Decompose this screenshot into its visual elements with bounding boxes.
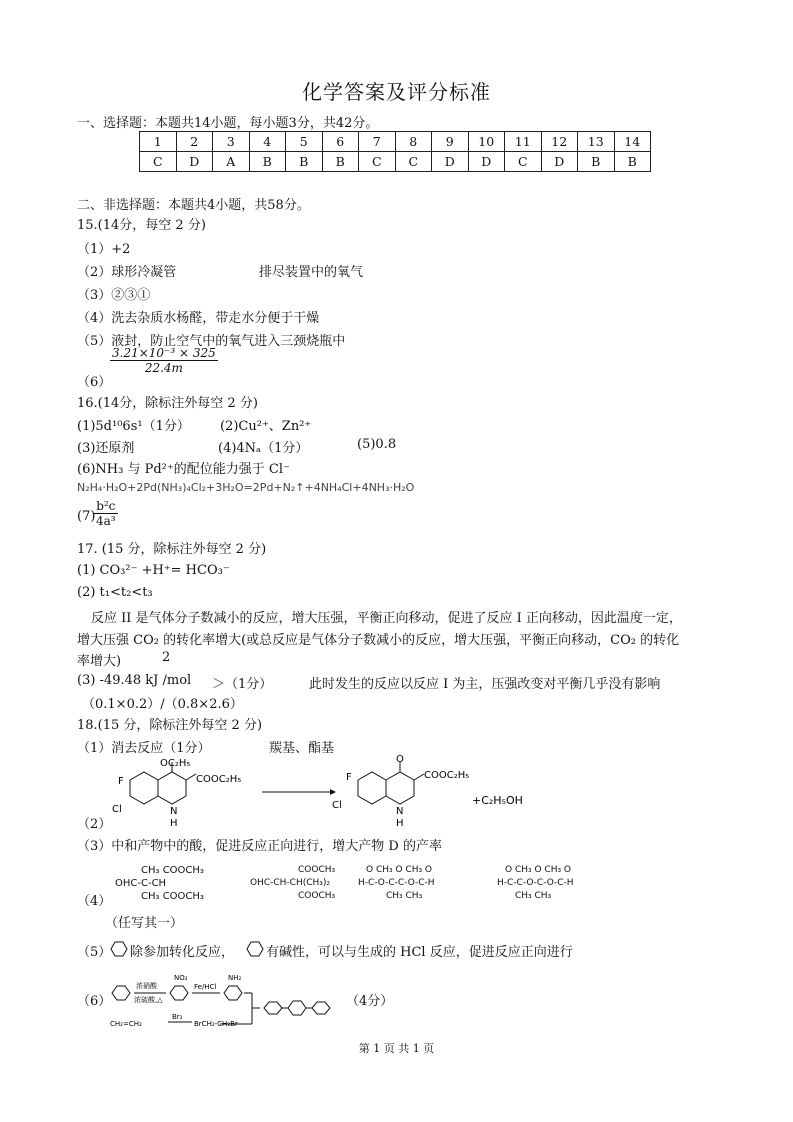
- structure-line: COOCH₃: [298, 891, 336, 901]
- q17-answer-3d: （0.1×0.2）/（0.8×2.6）: [82, 697, 243, 712]
- table-cell: 6: [322, 132, 359, 152]
- fraction-numerator: b²c: [94, 499, 118, 514]
- q16-answer-4: (4)4Nₐ（1分）: [218, 441, 309, 456]
- q17-answer-2: (2) t₁<t₂<t₃: [77, 585, 153, 600]
- q18-synthesis-route: [108, 966, 348, 1032]
- table-cell: 11: [505, 132, 542, 152]
- q18-answer-2-label: （2）: [77, 817, 112, 832]
- structure-line: H-C-C-O-C-O-C-H: [497, 878, 574, 888]
- table-cell: 10: [468, 132, 505, 152]
- reagent-label: 浓硝酸: [136, 982, 157, 990]
- q16-header: 16.(14分，除标注外每空 2 分): [77, 396, 258, 411]
- q16-answer-2: (2)Cu²⁺、Zn²⁺: [220, 419, 312, 434]
- page-footer: 第 1 页 共 1 页: [358, 1042, 435, 1055]
- q17-explanation-line-3: 率增大): [77, 654, 122, 669]
- fraction-numerator: 3.21×10⁻³ × 325: [112, 346, 216, 360]
- table-cell: 7: [359, 132, 396, 152]
- piperazine-ring-icon: [107, 939, 131, 959]
- q17-answer-2-value: 2: [162, 650, 171, 665]
- reagent-label: 浓硫酸,△: [134, 996, 163, 1004]
- q15-answer-6-label: （6）: [77, 375, 112, 390]
- ethene-label: CH₂=CH₂: [110, 1020, 142, 1028]
- answer-table: [139, 131, 651, 172]
- q18-answer-4-note: （任写其一）: [105, 916, 184, 931]
- structure-line: OHC-C-CH: [115, 878, 167, 889]
- reagent-label: Br₂: [172, 1013, 183, 1021]
- product-o-label: O: [396, 754, 404, 765]
- benzene-ring: [112, 986, 130, 1000]
- reactant-cl-label: Cl: [112, 804, 122, 815]
- reagent-label: Fe/HCl: [194, 983, 217, 991]
- q18-answer-4-label: （4）: [77, 894, 112, 909]
- product-structure: [358, 762, 424, 804]
- structure-line: CH₃ COOCH₃: [141, 891, 204, 902]
- reactant-oet-label: OC₂H₅: [160, 758, 191, 769]
- part1-heading: 一、选择题：本题共14小题，每小题3分，共42分。: [77, 116, 379, 131]
- reactant-h-label: H: [170, 818, 178, 829]
- reactant-n-label: N: [170, 806, 178, 817]
- q16-answer-5: (5)0.8: [357, 437, 397, 452]
- q16-answer-6: (6)NH₃ 与 Pd²⁺的配位能力强于 Cl⁻: [77, 462, 290, 477]
- table-cell: B: [614, 152, 651, 172]
- table-cell: D: [468, 152, 505, 172]
- q18-answer-6-label: （6）: [77, 994, 112, 1009]
- nitro-label: NO₂: [174, 974, 188, 982]
- q15-answer-2b: 排尽装置中的氧气: [259, 265, 364, 280]
- structure-line: CH₃ CH₃: [386, 891, 423, 901]
- q16-equation: N₂H₄·H₂O+2Pd(NH₃)₄Cl₂+3H₂O=2Pd+N₂↑+4NH₄Cl+4NH₃·H₂O: [77, 481, 415, 494]
- table-cell: 5: [286, 132, 323, 152]
- table-cell: A: [213, 152, 250, 172]
- q18-header: 18.(15 分，除标注外每空 2 分): [77, 718, 263, 733]
- table-cell: 13: [578, 132, 615, 152]
- reaction-arrowhead: [330, 789, 336, 795]
- table-cell: 4: [249, 132, 286, 152]
- table-cell: B: [249, 152, 286, 172]
- table-cell: B: [578, 152, 615, 172]
- table-cell: C: [140, 152, 177, 172]
- q18-reaction-scheme: [100, 752, 570, 830]
- piperazine-ring-icon: [243, 939, 267, 959]
- q18-answer-1: （1）消去反应（1分）: [77, 741, 211, 756]
- q18-structure-4: [497, 864, 574, 903]
- q15-answer-1: （1）+2: [77, 242, 131, 257]
- q17-explanation-line-1: 反应 II 是气体分子数减小的反应，增大压强，平衡正向移动，促进了反应 I 正向移动，因此温度一定，: [91, 611, 682, 626]
- reactant-f-label: F: [118, 776, 124, 787]
- fraction-denominator: 22.4m: [144, 361, 183, 375]
- q17-answer-3b: ＞（1分）: [212, 677, 273, 692]
- structure-line: CH₃ CH₃: [515, 891, 552, 901]
- q15-answer-4: （4）洗去杂质水杨醛，带走水分便于干燥: [77, 311, 320, 326]
- aniline-ring: [224, 986, 242, 1000]
- q18-answer-5-mid: 除参加转化反应，: [130, 945, 235, 960]
- table-cell: 14: [614, 132, 651, 152]
- table-cell: D: [176, 152, 213, 172]
- amine-label: NH₂: [228, 974, 242, 982]
- table-cell: 1: [140, 132, 177, 152]
- answer-table-answer-row: [140, 152, 651, 172]
- structure-line: OHC-CH-CH(CH₃)₂: [250, 878, 331, 888]
- q15-answer-5: （5）液封，防止空气中的氧气进入三颈烧瓶中: [77, 334, 346, 349]
- phenyl-ring: [264, 1002, 282, 1014]
- byproduct-label: +C₂H₅OH: [472, 794, 523, 807]
- q16-answer-7-fraction: [94, 499, 118, 528]
- q18-structure-2: [250, 864, 335, 903]
- q16-answer-7-label: (7): [77, 509, 96, 524]
- table-cell: C: [359, 152, 396, 172]
- structure-line: H-C-O-C-C-O-C-H: [358, 878, 435, 888]
- q15-answer-3: （3）②③①: [77, 288, 151, 303]
- structure-line: CH₃ COOCH₃: [141, 865, 204, 876]
- table-cell: B: [286, 152, 323, 172]
- q17-answer-1: (1) CO₃²⁻ +H⁺= HCO₃⁻: [77, 563, 230, 578]
- q17-header: 17. (15 分，除标注外每空 2 分): [77, 542, 267, 557]
- q18-structure-1: [115, 864, 204, 903]
- product-n-label: N: [396, 806, 404, 817]
- nitrobenzene-ring: [170, 986, 188, 1000]
- table-cell: 2: [176, 132, 213, 152]
- product-h-label: H: [396, 818, 404, 829]
- dibromoethane-label: BrCH₂-CH₂Br: [194, 1020, 238, 1028]
- q18-structure-3: [358, 864, 435, 903]
- q18-answer-6-score: （4分）: [346, 994, 394, 1009]
- q17-answer-3: (3) -49.48 kJ /mol: [77, 673, 192, 688]
- q16-answer-1: (1)5d¹⁰6s¹（1分）: [77, 419, 190, 434]
- table-cell: 12: [541, 132, 578, 152]
- q17-answer-3c: 此时发生的反应以反应 I 为主，压强改变对平衡几乎没有影响: [309, 677, 661, 692]
- table-cell: C: [395, 152, 432, 172]
- table-cell: 3: [213, 132, 250, 152]
- part2-heading: 二、非选择题：本题共4小题，共58分。: [77, 198, 310, 213]
- q15-answer-2: （2）球形冷凝管: [77, 265, 177, 280]
- structure-line: O CH₃ O CH₃ O: [366, 865, 433, 875]
- q18-answer-1b: 羰基、酯基: [269, 741, 335, 756]
- table-cell: C: [505, 152, 542, 172]
- answer-table-number-row: [140, 132, 651, 152]
- table-cell: B: [322, 152, 359, 172]
- structure-line: O CH₃ O CH₃ O: [505, 865, 572, 875]
- product-ester-label: COOC₂H₅: [424, 770, 470, 781]
- table-cell: 8: [395, 132, 432, 152]
- fraction-denominator: 4a³: [96, 514, 116, 528]
- q18-answer-3: （3）中和产物中的酸，促进反应正向进行，增大产物 D 的产率: [77, 839, 442, 854]
- page-title: 化学答案及评分标准: [302, 80, 491, 104]
- piperazine-ring: [288, 1001, 306, 1015]
- q15-header: 15.(14分，每空 2 分): [77, 218, 206, 233]
- structure-line: COOCH₃: [298, 865, 336, 875]
- product-f-label: F: [346, 772, 352, 783]
- phenyl-ring: [312, 1002, 330, 1014]
- table-cell: 9: [432, 132, 469, 152]
- product-cl-label: Cl: [332, 800, 342, 811]
- q16-answer-3: (3)还原剂: [77, 441, 135, 456]
- reactant-ester-label: COOC₂H₅: [196, 774, 242, 785]
- q17-explanation-line-2: 增大压强 CO₂ 的转化率增大(或总反应是气体分子数减小的反应，增大压强，平衡正向移动，CO₂ 的转化: [77, 633, 680, 648]
- q18-answer-5-prefix: （5）: [77, 945, 112, 960]
- table-cell: D: [541, 152, 578, 172]
- table-cell: D: [432, 152, 469, 172]
- q18-answer-5-suffix: 有碱性，可以与生成的 HCl 反应，促进反应正向进行: [266, 945, 573, 960]
- q15-answer-6-fraction: [110, 346, 218, 375]
